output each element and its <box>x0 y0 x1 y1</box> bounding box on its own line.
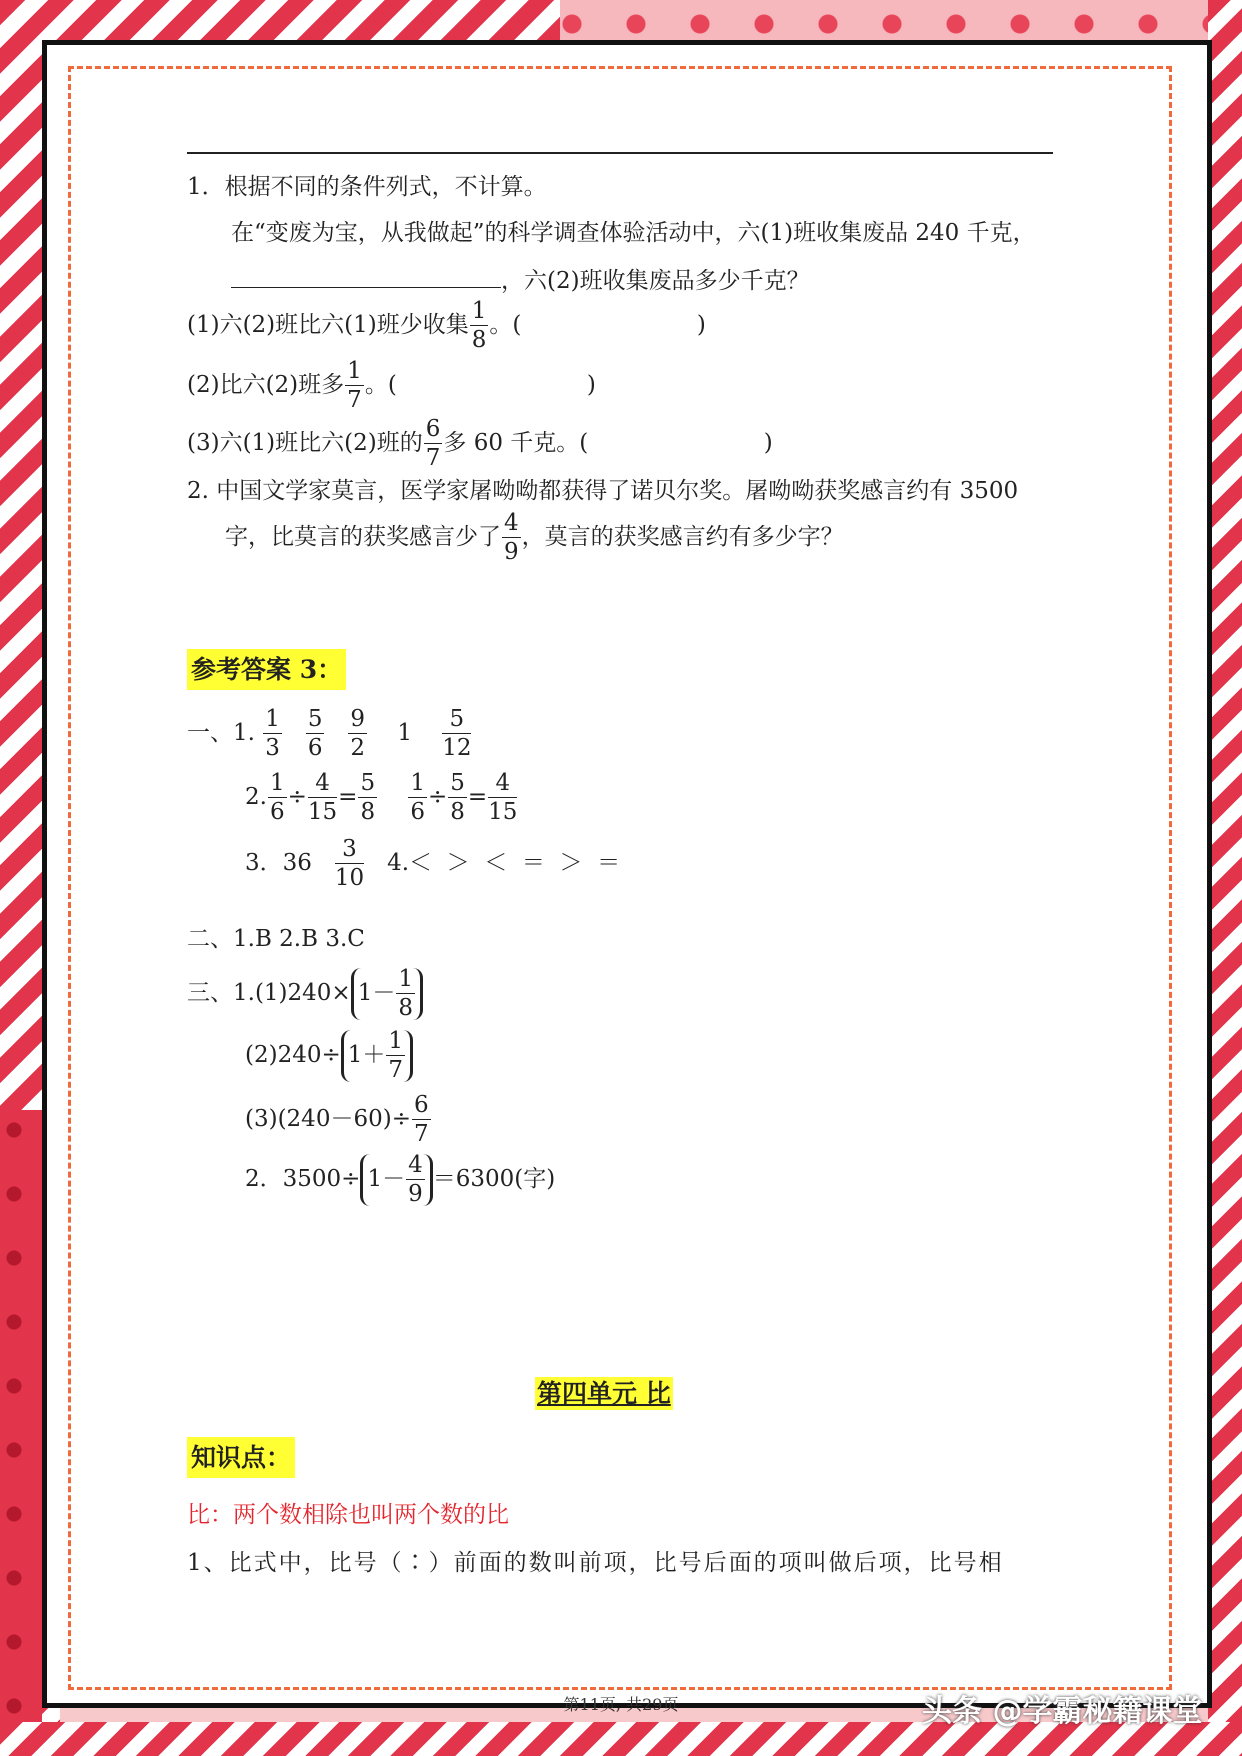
answer-3-4: 2．3500÷ 1－ $\frac{4}{9}$ ＝6300(字) <box>245 1152 556 1207</box>
answer-2: 二、1.B 2.B 3.C <box>187 926 365 952</box>
ratio-item-1: 1、比式中，比号（∶）前面的数叫前项，比号后面的项叫做后项，比号相 <box>187 1550 1004 1576</box>
knowledge-heading: 知识点： <box>187 1438 295 1474</box>
page-footer: 第11页, 共29页 <box>563 1695 679 1714</box>
q1-part-1: (1)六(2)班比六(1)班少收集 $\frac{1}{8}$ 。( ) <box>187 298 706 353</box>
right-stripe-decoration <box>1208 0 1242 1756</box>
answer-3-1: 三、1.(1)240× 1－ $\frac{1}{8}$ <box>187 968 423 1020</box>
q1-title: 1．根据不同的条件列式，不计算。 <box>187 174 547 200</box>
answer-1-2: 2. $\frac{1}{6}$ ÷ $\frac{4}{15}$ = $\frac{5}{8}$ $\frac{1}{6}$ ÷ $\frac{5}{8}$ = $\frac{4}{15}$ <box>245 770 518 825</box>
answer-3-3: (3)(240－60)÷ $\frac{6}{7}$ <box>245 1092 429 1147</box>
top-stripe-decoration <box>0 0 560 44</box>
left-dots-decoration <box>0 1110 42 1756</box>
top-rule <box>187 152 1053 154</box>
answer-1-1: 一、1. $\frac{1}{3}$ $\frac{5}{6}$ $\frac{9}{2}$ 1 $\frac{5}{12}$ <box>187 706 472 761</box>
q2-line-1: 2. 中国文学家莫言，医学家屠呦呦都获得了诺贝尔奖。屠呦呦获奖感言约有 3500 <box>187 478 1019 504</box>
answer-3-2: (2)240÷ 1＋ $\frac{1}{7}$ <box>245 1030 413 1082</box>
ratio-definition: 比：两个数相除也叫两个数的比 <box>187 1502 509 1528</box>
answer-1-3: 3．36 $\frac{3}{10}$ 4.＜ ＞ ＜ ＝ ＞ ＝ <box>245 836 621 891</box>
watermark: 头条 @学霸秘籍课堂 <box>922 1694 1203 1729</box>
answer-blank[interactable] <box>231 269 501 288</box>
fraction: $\frac{6}{7}$ <box>425 416 441 471</box>
q1-part-2: (2)比六(2)班多 $\frac{1}{7}$ 。( ) <box>187 358 596 413</box>
fraction: $\frac{1}{8}$ <box>471 298 487 353</box>
q2-line-2: 字，比莫言的获奖感言少了 $\frac{4}{9}$ ，莫言的获奖感言约有多少字？ <box>225 510 844 565</box>
answers-heading: 参考答案 3： <box>187 650 346 686</box>
top-dots-decoration <box>560 0 1242 44</box>
q1-intro-1: 在“变废为宝，从我做起”的科学调查体验活动中，六(1)班收集废品 240 千克， <box>231 220 1036 246</box>
fraction: $\frac{1}{7}$ <box>347 358 362 413</box>
q1-part-3: (3)六(1)班比六(2)班的 $\frac{6}{7}$ 多 60 千克。( ) <box>187 416 773 471</box>
unit-title: 第四单元 比 <box>537 1379 671 1408</box>
q1-intro-2: ，六(2)班收集废品多少千克？ <box>231 262 810 295</box>
fraction: $\frac{4}{9}$ <box>504 510 519 565</box>
